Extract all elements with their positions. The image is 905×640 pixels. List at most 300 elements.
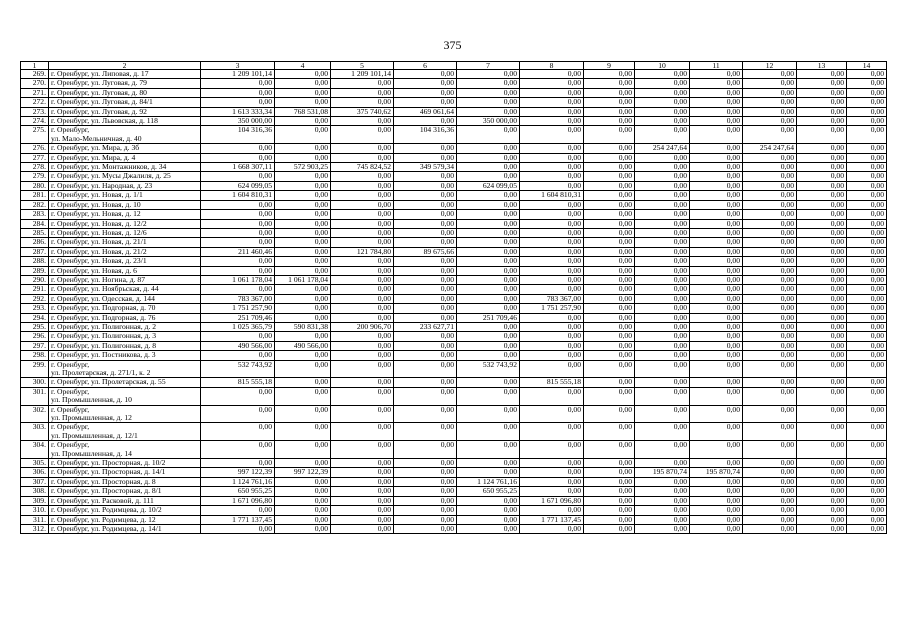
address-line: ул. Промышленная, д. 14 xyxy=(51,448,132,458)
amount-cell: 0,00 xyxy=(797,304,847,313)
amount-cell: 0,00 xyxy=(520,405,584,423)
address-cell xyxy=(49,332,201,341)
address-cell xyxy=(49,117,201,126)
amount-cell: 0,00 xyxy=(635,378,690,387)
amount-cell: 0,00 xyxy=(201,153,275,162)
amount-cell: 0,00 xyxy=(275,191,331,200)
address-line: г. Оренбург, ул. Липовая, д. 17 xyxy=(51,69,149,78)
address-cell xyxy=(49,191,201,200)
address-cell xyxy=(49,387,201,405)
amount-cell: 0,00 xyxy=(457,144,520,153)
address-line: г. Оренбург, ул. Полигонная, д. 8 xyxy=(51,341,157,350)
amount-cell: 0,00 xyxy=(690,477,743,486)
amount-cell: 0,00 xyxy=(584,332,635,341)
amount-cell: 0,00 xyxy=(743,332,797,341)
row-number: 295. xyxy=(21,322,49,331)
amount-cell: 0,00 xyxy=(394,144,457,153)
amount-cell: 0,00 xyxy=(743,524,797,533)
amount-cell: 0,00 xyxy=(275,247,331,256)
amount-cell: 0,00 xyxy=(394,191,457,200)
amount-cell: 0,00 xyxy=(584,228,635,237)
row-number: 281. xyxy=(21,191,49,200)
amount-cell: 0,00 xyxy=(331,228,394,237)
address-cell xyxy=(49,423,201,441)
amount-cell: 0,00 xyxy=(690,524,743,533)
amount-cell: 0,00 xyxy=(201,459,275,468)
amount-cell: 0,00 xyxy=(635,496,690,505)
amount-cell: 0,00 xyxy=(394,294,457,303)
amount-cell: 0,00 xyxy=(743,228,797,237)
amount-cell: 0,00 xyxy=(635,153,690,162)
amount-cell: 0,00 xyxy=(584,459,635,468)
amount-cell: 0,00 xyxy=(690,191,743,200)
amount-cell: 0,00 xyxy=(275,351,331,360)
table-row xyxy=(21,304,887,313)
amount-cell: 0,00 xyxy=(394,70,457,79)
amount-cell: 0,00 xyxy=(743,79,797,88)
amount-cell: 0,00 xyxy=(743,117,797,126)
table-row xyxy=(21,496,887,505)
address-line: ул. Мало-Мельничная, д. 40 xyxy=(51,133,142,143)
amount-cell: 0,00 xyxy=(635,332,690,341)
row-number: 308. xyxy=(21,487,49,496)
amount-cell: 0,00 xyxy=(201,228,275,237)
row-number: 296. xyxy=(21,332,49,341)
amount-cell: 211 460,46 xyxy=(201,247,275,256)
amount-cell: 815 555,18 xyxy=(201,378,275,387)
address-line: г. Оренбург, xyxy=(51,387,90,396)
row-number: 305. xyxy=(21,459,49,468)
amount-cell: 0,00 xyxy=(331,219,394,228)
amount-cell: 0,00 xyxy=(457,163,520,172)
amount-cell: 0,00 xyxy=(690,275,743,284)
amount-cell: 0,00 xyxy=(275,304,331,313)
row-number: 290. xyxy=(21,275,49,284)
amount-cell: 0,00 xyxy=(331,341,394,350)
amount-cell: 0,00 xyxy=(394,360,457,378)
amount-cell: 0,00 xyxy=(584,210,635,219)
amount-cell: 572 903,25 xyxy=(275,163,331,172)
amount-cell: 0,00 xyxy=(275,285,331,294)
amount-cell: 0,00 xyxy=(331,285,394,294)
amount-cell: 0,00 xyxy=(394,266,457,275)
amount-cell: 0,00 xyxy=(743,360,797,378)
amount-cell: 0,00 xyxy=(847,238,887,247)
amount-cell: 233 627,71 xyxy=(394,322,457,331)
amount-cell: 0,00 xyxy=(690,405,743,423)
amount-cell: 0,00 xyxy=(797,351,847,360)
table-row xyxy=(21,423,887,441)
amount-cell: 0,00 xyxy=(275,477,331,486)
amount-cell: 0,00 xyxy=(743,441,797,459)
amount-cell: 0,00 xyxy=(394,477,457,486)
amount-cell: 0,00 xyxy=(201,506,275,515)
amount-cell: 0,00 xyxy=(690,247,743,256)
amount-cell: 0,00 xyxy=(394,423,457,441)
address-line: г. Оренбург, ул. Мира, д. 4 xyxy=(51,153,136,162)
amount-cell: 0,00 xyxy=(331,313,394,322)
address-line: г. Оренбург, xyxy=(51,360,90,369)
amount-cell: 0,00 xyxy=(331,275,394,284)
amount-cell: 0,00 xyxy=(275,153,331,162)
table-row xyxy=(21,191,887,200)
amount-cell: 0,00 xyxy=(275,294,331,303)
amount-cell: 0,00 xyxy=(394,487,457,496)
amount-cell: 0,00 xyxy=(275,487,331,496)
amount-cell: 1 668 307,11 xyxy=(201,163,275,172)
amount-cell: 0,00 xyxy=(394,210,457,219)
amount-cell: 0,00 xyxy=(743,405,797,423)
amount-cell: 0,00 xyxy=(635,181,690,190)
amount-cell: 0,00 xyxy=(520,70,584,79)
amount-cell: 0,00 xyxy=(394,441,457,459)
amount-cell: 0,00 xyxy=(201,144,275,153)
address-line: г. Оренбург, ул. Полигонная, д. 3 xyxy=(51,331,157,341)
amount-cell: 768 531,08 xyxy=(275,107,331,116)
amount-cell: 0,00 xyxy=(275,79,331,88)
amount-cell: 0,00 xyxy=(797,144,847,153)
amount-cell: 624 099,05 xyxy=(457,181,520,190)
amount-cell: 0,00 xyxy=(847,506,887,515)
address-line: г. Оренбург, ул. Подгорная, д. 76 xyxy=(51,313,156,322)
amount-cell: 0,00 xyxy=(690,496,743,505)
amount-cell: 0,00 xyxy=(797,88,847,97)
amount-cell: 0,00 xyxy=(331,351,394,360)
amount-cell: 0,00 xyxy=(743,275,797,284)
address-cell xyxy=(49,257,201,266)
amount-cell: 0,00 xyxy=(690,200,743,209)
address-line: г. Оренбург, ул. Новая, д. 12/6 xyxy=(51,228,147,237)
amount-cell: 0,00 xyxy=(275,524,331,533)
address-line: г. Оренбург, ул. Мира, д. 3б xyxy=(51,143,140,153)
amount-cell: 0,00 xyxy=(394,332,457,341)
amount-cell: 0,00 xyxy=(690,181,743,190)
amount-cell: 121 784,80 xyxy=(331,247,394,256)
row-number: 274. xyxy=(21,117,49,126)
amount-cell: 0,00 xyxy=(797,322,847,331)
column-number-row xyxy=(21,62,887,70)
amount-cell: 0,00 xyxy=(201,79,275,88)
amount-cell: 0,00 xyxy=(797,126,847,144)
table-row xyxy=(21,477,887,486)
amount-cell: 1 061 178,04 xyxy=(201,275,275,284)
amount-cell: 0,00 xyxy=(743,468,797,477)
table-row xyxy=(21,153,887,162)
amount-cell: 0,00 xyxy=(457,228,520,237)
table-row xyxy=(21,228,887,237)
column-header: 3 xyxy=(201,62,275,70)
amount-cell: 0,00 xyxy=(584,79,635,88)
table-row xyxy=(21,163,887,172)
address-cell xyxy=(49,487,201,496)
amount-cell: 89 675,66 xyxy=(394,247,457,256)
table-row xyxy=(21,459,887,468)
amount-cell: 0,00 xyxy=(394,304,457,313)
amount-cell: 0,00 xyxy=(457,98,520,107)
amount-cell: 0,00 xyxy=(520,181,584,190)
amount-cell: 0,00 xyxy=(847,487,887,496)
amount-cell: 0,00 xyxy=(457,285,520,294)
column-header: 1 xyxy=(21,62,49,70)
amount-cell: 0,00 xyxy=(394,459,457,468)
amount-cell: 1 613 333,34 xyxy=(201,107,275,116)
amount-cell: 0,00 xyxy=(847,459,887,468)
amount-cell: 0,00 xyxy=(275,70,331,79)
amount-cell: 0,00 xyxy=(584,351,635,360)
amount-cell: 0,00 xyxy=(797,210,847,219)
address-line: г. Оренбург, ул. Расковой, д. 111 xyxy=(51,496,154,505)
amount-cell: 0,00 xyxy=(635,172,690,181)
row-number: 289. xyxy=(21,266,49,275)
table-row xyxy=(21,79,887,88)
amount-cell: 0,00 xyxy=(743,210,797,219)
amount-cell: 0,00 xyxy=(331,332,394,341)
amount-cell: 0,00 xyxy=(797,107,847,116)
amount-cell: 0,00 xyxy=(847,70,887,79)
amount-cell: 0,00 xyxy=(275,117,331,126)
amount-cell: 0,00 xyxy=(635,351,690,360)
amount-cell: 0,00 xyxy=(331,191,394,200)
table-row xyxy=(21,524,887,533)
amount-cell: 0,00 xyxy=(690,351,743,360)
amount-cell: 0,00 xyxy=(690,313,743,322)
amount-cell: 0,00 xyxy=(743,423,797,441)
amount-cell: 0,00 xyxy=(275,313,331,322)
amount-cell: 997 122,39 xyxy=(275,468,331,477)
amount-cell: 0,00 xyxy=(331,515,394,524)
amount-cell: 104 316,36 xyxy=(201,126,275,144)
amount-cell: 0,00 xyxy=(584,98,635,107)
amount-cell: 0,00 xyxy=(520,387,584,405)
amount-cell: 0,00 xyxy=(690,219,743,228)
amount-cell: 0,00 xyxy=(394,200,457,209)
address-cell xyxy=(49,496,201,505)
amount-cell: 0,00 xyxy=(690,79,743,88)
amount-cell: 0,00 xyxy=(201,200,275,209)
address-cell xyxy=(49,247,201,256)
amount-cell: 0,00 xyxy=(635,200,690,209)
amount-cell: 0,00 xyxy=(797,378,847,387)
amount-cell: 0,00 xyxy=(520,275,584,284)
amount-cell: 0,00 xyxy=(743,191,797,200)
amount-cell: 1 671 096,80 xyxy=(201,496,275,505)
amount-cell: 0,00 xyxy=(584,257,635,266)
amount-cell: 0,00 xyxy=(520,468,584,477)
amount-cell: 0,00 xyxy=(635,228,690,237)
amount-cell: 0,00 xyxy=(847,304,887,313)
amount-cell: 0,00 xyxy=(394,238,457,247)
table-row xyxy=(21,294,887,303)
amount-cell: 1 604 810,31 xyxy=(201,191,275,200)
amount-cell: 0,00 xyxy=(797,181,847,190)
amount-cell: 0,00 xyxy=(797,228,847,237)
amount-cell: 0,00 xyxy=(520,506,584,515)
amount-cell: 0,00 xyxy=(584,515,635,524)
amount-cell: 0,00 xyxy=(847,477,887,486)
table-row xyxy=(21,468,887,477)
row-number: 272. xyxy=(21,98,49,107)
amount-cell: 0,00 xyxy=(331,441,394,459)
amount-cell: 0,00 xyxy=(275,496,331,505)
amount-cell: 0,00 xyxy=(743,181,797,190)
address-line: г. Оренбург, ул. Ногина, д. 87 xyxy=(51,275,145,284)
address-line: г. Оренбург, ул. Новая, д. 12/2 xyxy=(51,219,147,228)
amount-cell: 0,00 xyxy=(797,294,847,303)
amount-cell: 350 000,00 xyxy=(457,117,520,126)
amount-cell: 0,00 xyxy=(584,219,635,228)
amount-cell: 0,00 xyxy=(690,210,743,219)
amount-cell: 0,00 xyxy=(275,98,331,107)
amount-cell: 0,00 xyxy=(690,285,743,294)
amount-cell: 0,00 xyxy=(635,257,690,266)
row-number: 304. xyxy=(21,441,49,459)
amount-cell: 0,00 xyxy=(584,88,635,97)
amount-cell: 0,00 xyxy=(847,126,887,144)
address-cell xyxy=(49,107,201,116)
table-row xyxy=(21,257,887,266)
amount-cell: 0,00 xyxy=(275,210,331,219)
amount-cell: 0,00 xyxy=(394,88,457,97)
amount-cell: 0,00 xyxy=(743,496,797,505)
amount-cell: 0,00 xyxy=(584,181,635,190)
table-row xyxy=(21,405,887,423)
amount-cell: 0,00 xyxy=(584,378,635,387)
amount-cell: 0,00 xyxy=(797,313,847,322)
amount-cell: 0,00 xyxy=(520,332,584,341)
amount-cell: 0,00 xyxy=(743,126,797,144)
address-line: ул. Промышленная, д. 10 xyxy=(51,395,132,405)
amount-cell: 0,00 xyxy=(690,378,743,387)
row-number: 277. xyxy=(21,153,49,162)
amount-cell: 254 247,64 xyxy=(635,144,690,153)
amount-cell: 1 124 761,16 xyxy=(457,477,520,486)
amount-cell: 0,00 xyxy=(201,441,275,459)
amount-cell: 0,00 xyxy=(743,313,797,322)
amount-cell: 0,00 xyxy=(457,172,520,181)
table-row xyxy=(21,238,887,247)
address-line: г. Оренбург, ул. Новая, д. 12 xyxy=(51,209,141,219)
amount-cell: 0,00 xyxy=(690,515,743,524)
address-cell xyxy=(49,459,201,468)
amount-cell: 0,00 xyxy=(690,144,743,153)
address-cell xyxy=(49,163,201,172)
row-number: 284. xyxy=(21,219,49,228)
amount-cell: 0,00 xyxy=(457,257,520,266)
address-cell xyxy=(49,79,201,88)
amount-cell: 0,00 xyxy=(520,210,584,219)
amount-cell: 0,00 xyxy=(520,477,584,486)
page-number: 375 xyxy=(443,38,462,52)
amount-cell: 251 709,46 xyxy=(457,313,520,322)
amount-cell: 0,00 xyxy=(457,219,520,228)
amount-cell: 0,00 xyxy=(847,332,887,341)
amount-cell: 0,00 xyxy=(635,107,690,116)
amount-cell: 0,00 xyxy=(847,275,887,284)
amount-cell: 0,00 xyxy=(201,387,275,405)
amount-cell: 997 122,39 xyxy=(201,468,275,477)
amount-cell: 650 955,25 xyxy=(457,487,520,496)
amount-cell: 0,00 xyxy=(584,294,635,303)
amount-cell: 0,00 xyxy=(847,360,887,378)
amount-cell: 375 740,62 xyxy=(331,107,394,116)
address-line: г. Оренбург, ул. Постникова, д. 3 xyxy=(51,350,156,360)
amount-cell: 0,00 xyxy=(331,210,394,219)
amount-cell: 0,00 xyxy=(797,172,847,181)
amount-cell: 0,00 xyxy=(797,257,847,266)
address-line: г. Оренбург, ул. Новая, д. 1/1 xyxy=(51,190,143,200)
amount-cell: 0,00 xyxy=(847,285,887,294)
amount-cell: 0,00 xyxy=(635,117,690,126)
amount-cell: 0,00 xyxy=(797,477,847,486)
amount-cell: 0,00 xyxy=(847,228,887,237)
amount-cell: 0,00 xyxy=(457,238,520,247)
amount-cell: 0,00 xyxy=(690,304,743,313)
amount-cell: 0,00 xyxy=(690,322,743,331)
amount-cell: 0,00 xyxy=(584,247,635,256)
amount-cell: 0,00 xyxy=(520,79,584,88)
address-cell xyxy=(49,524,201,533)
amount-cell: 0,00 xyxy=(743,238,797,247)
amount-cell: 0,00 xyxy=(847,247,887,256)
amount-cell: 0,00 xyxy=(847,79,887,88)
amount-cell: 0,00 xyxy=(394,285,457,294)
amount-cell: 0,00 xyxy=(331,387,394,405)
amount-cell: 0,00 xyxy=(331,200,394,209)
amount-cell: 0,00 xyxy=(635,506,690,515)
amount-cell: 0,00 xyxy=(847,153,887,162)
amount-cell: 0,00 xyxy=(331,238,394,247)
address-line: г. Оренбург, ул. Просторная, д. 14/1 xyxy=(51,467,166,477)
amount-cell: 0,00 xyxy=(331,524,394,533)
amount-cell: 0,00 xyxy=(797,238,847,247)
amount-cell: 0,00 xyxy=(275,332,331,341)
row-number: 269. xyxy=(21,70,49,79)
amount-cell: 0,00 xyxy=(635,163,690,172)
table-row xyxy=(21,351,887,360)
address-cell xyxy=(49,515,201,524)
address-cell xyxy=(49,98,201,107)
address-cell xyxy=(49,468,201,477)
amount-cell: 0,00 xyxy=(520,351,584,360)
address-line: г. Оренбург, ул. Просторная, д. 8 xyxy=(51,477,156,486)
amount-cell: 0,00 xyxy=(394,524,457,533)
amount-cell: 0,00 xyxy=(797,459,847,468)
amount-cell: 0,00 xyxy=(847,257,887,266)
amount-cell: 1 751 257,90 xyxy=(520,304,584,313)
amount-cell: 0,00 xyxy=(584,487,635,496)
amount-cell: 0,00 xyxy=(394,387,457,405)
amount-cell: 0,00 xyxy=(457,247,520,256)
row-number: 309. xyxy=(21,496,49,505)
amount-cell: 0,00 xyxy=(520,117,584,126)
table-row xyxy=(21,181,887,190)
amount-cell: 0,00 xyxy=(797,200,847,209)
amount-cell: 0,00 xyxy=(331,405,394,423)
amount-cell: 0,00 xyxy=(394,378,457,387)
address-line: г. Оренбург, ул. Полигонная, д. 2 xyxy=(51,322,157,331)
amount-cell: 0,00 xyxy=(201,423,275,441)
row-number: 312. xyxy=(21,524,49,533)
address-line: г. Оренбург, ул. Монтажников, д. 34 xyxy=(51,162,167,172)
amount-cell: 0,00 xyxy=(584,322,635,331)
amount-cell: 0,00 xyxy=(847,172,887,181)
address-line: г. Оренбург, ул. Новая, д. 6 xyxy=(51,266,137,275)
amount-cell: 0,00 xyxy=(201,285,275,294)
amount-cell: 0,00 xyxy=(394,79,457,88)
amount-cell: 0,00 xyxy=(690,423,743,441)
row-number: 278. xyxy=(21,163,49,172)
amount-cell: 0,00 xyxy=(457,459,520,468)
